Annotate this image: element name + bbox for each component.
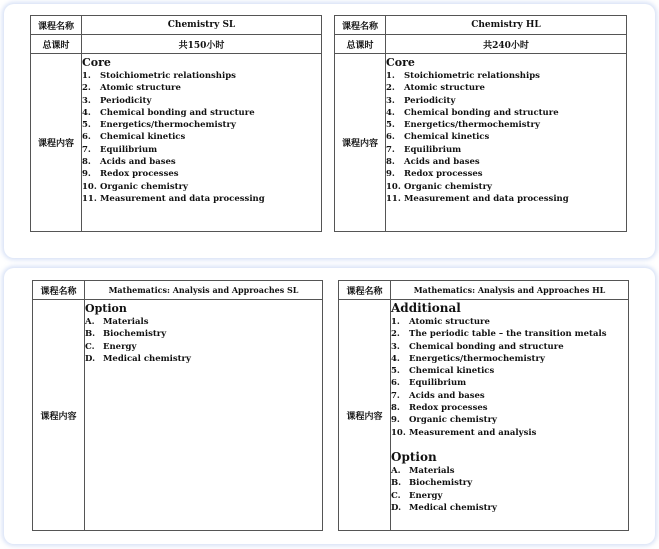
list-item: 1. Stoichiometric relationships — [386, 71, 540, 81]
list-item: 5. Energetics/thermochemistry — [386, 120, 540, 131]
list-item: 1. Stoichiometric relationships — [82, 71, 236, 81]
topic-list — [386, 70, 626, 205]
list-item: 10. Measurement and analysis — [391, 427, 537, 438]
list-item: 3. Chemical bonding and structure — [391, 341, 564, 352]
course-table-math-aa-hl — [338, 280, 629, 531]
course-table-math-aa-sl — [32, 280, 323, 531]
list-item: D. Medical chemistry — [85, 353, 191, 364]
list-item: 6. Equilibrium — [391, 378, 467, 389]
list-item: 9. Redox processes — [82, 169, 179, 180]
course-content — [391, 300, 629, 531]
list-item: 11. Measurement and data processing — [82, 193, 265, 204]
course-content-label: 课程内容 — [335, 54, 386, 232]
top-card — [4, 4, 655, 258]
list-item: 4. Energetics/thermochemistry — [391, 353, 545, 364]
list-item: 2. Atomic structure — [82, 83, 181, 94]
list-item: 8. Acids and bases — [386, 157, 480, 168]
list-item: B. Biochemistry — [391, 478, 473, 489]
list-item: 9. Redox processes — [386, 169, 483, 180]
list-item: 7. Equilibrium — [82, 144, 158, 155]
list-item: 7. Acids and bases — [391, 390, 485, 401]
section-title: Option — [85, 302, 127, 315]
section-title: Option — [391, 449, 437, 464]
list-item: 3. Periodicity — [82, 95, 152, 106]
course-content — [386, 54, 627, 232]
course-name: Mathematics: Analysis and Approaches HL — [391, 281, 629, 300]
topic-list — [82, 70, 321, 205]
course-name-label: 课程名称 — [31, 16, 82, 35]
course-content-label: 课程内容 — [33, 300, 85, 531]
list-item: C. Energy — [85, 341, 137, 352]
course-name: Chemistry SL — [82, 16, 322, 35]
list-item: 6. Chemical kinetics — [82, 132, 186, 143]
list-item: B. Biochemistry — [85, 329, 167, 340]
list-item: 4. Chemical bonding and structure — [386, 107, 559, 118]
list-item: 10. Organic chemistry — [82, 181, 188, 192]
total-hours-label: 总课时 — [31, 35, 82, 54]
list-item: A. Materials — [391, 465, 455, 476]
list-item: 2. Atomic structure — [386, 83, 485, 94]
list-item: C. Energy — [391, 490, 443, 501]
course-name-label: 课程名称 — [339, 281, 391, 300]
total-hours-label: 总课时 — [335, 35, 386, 54]
total-hours: 共240小时 — [386, 35, 627, 54]
course-content-label: 课程内容 — [339, 300, 391, 531]
list-item: 10. Organic chemistry — [386, 181, 492, 192]
course-table-chemistry-sl — [30, 15, 322, 232]
total-hours: 共150小时 — [82, 35, 322, 54]
list-item: 5. Energetics/thermochemistry — [82, 120, 236, 131]
course-content — [82, 54, 322, 232]
course-name-label: 课程名称 — [335, 16, 386, 35]
list-item: 4. Chemical bonding and structure — [82, 107, 255, 118]
course-table-chemistry-hl — [334, 15, 627, 232]
option-list — [391, 465, 628, 514]
list-item: 2. The periodic table – the transition metals — [391, 329, 607, 340]
course-content — [85, 300, 323, 531]
list-item: A. Materials — [85, 317, 149, 327]
additional-topic-list — [391, 316, 628, 439]
list-item: 5. Chemical kinetics — [391, 366, 495, 377]
list-item: 8. Redox processes — [391, 403, 488, 414]
list-item: 11. Measurement and data processing — [386, 193, 569, 204]
list-item: 1. Atomic structure — [391, 317, 490, 327]
section-title: Core — [82, 56, 111, 69]
course-content-label: 课程内容 — [31, 54, 82, 232]
list-item: 7. Equilibrium — [386, 144, 462, 155]
list-item: 8. Acids and bases — [82, 157, 176, 168]
list-item: 6. Chemical kinetics — [386, 132, 490, 143]
list-item: D. Medical chemistry — [391, 502, 497, 513]
course-name-label: 课程名称 — [33, 281, 85, 300]
section-title: Core — [386, 56, 415, 69]
list-item: 3. Periodicity — [386, 95, 456, 106]
list-item: 9. Organic chemistry — [391, 415, 497, 426]
option-list — [85, 316, 322, 365]
course-name: Mathematics: Analysis and Approaches SL — [85, 281, 323, 300]
bottom-card — [4, 268, 655, 544]
section-title: Additional — [391, 301, 461, 315]
course-name: Chemistry HL — [386, 16, 627, 35]
